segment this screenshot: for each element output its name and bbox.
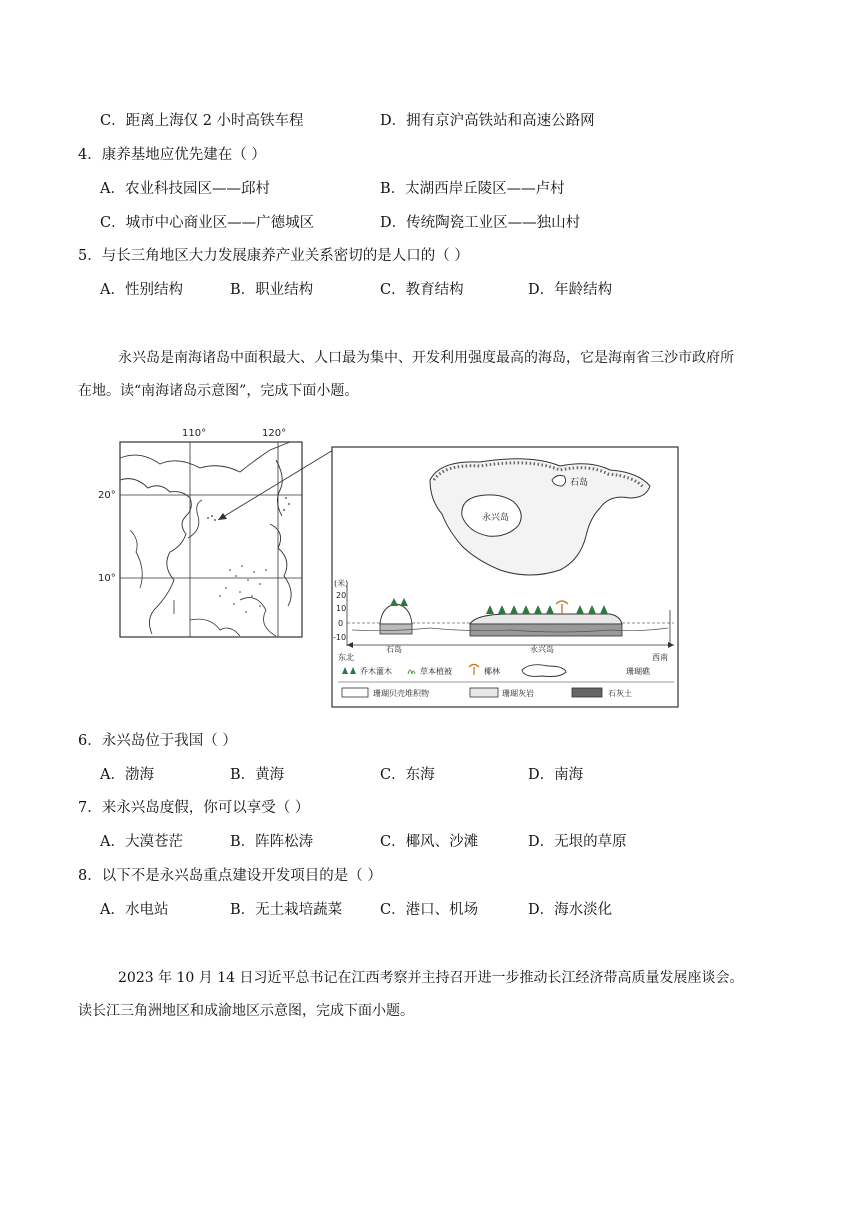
question-7-stem: 7．来永兴岛度假，你可以享受（ ） — [78, 800, 310, 816]
question-5-stem: 5．与长三角地区大力发展康养产业关系密切的是人口的（ ） — [78, 248, 469, 264]
legend-reef: 珊瑚礁 — [626, 667, 650, 676]
yongxing-island-detail — [332, 447, 678, 707]
section-stone-label: 石岛 — [386, 645, 402, 654]
legend-limestone: 珊瑚灰岩 — [502, 689, 534, 698]
question-8-stem: 8．以下不是永兴岛重点建设开发项目的是（ ） — [78, 868, 382, 884]
island-dots — [207, 497, 290, 613]
q8-option-d: D．海水淡化 — [528, 902, 613, 918]
map-lat-10: 10° — [98, 573, 116, 584]
q7-option-b: B．阵阵松涛 — [230, 834, 314, 850]
q3-option-c: C．距离上海仅 2 小时高铁车程 — [100, 113, 304, 129]
q6-option-d: D．南海 — [528, 767, 584, 783]
map-lon-110: 110° — [182, 428, 207, 439]
q8-option-c: C．港口、机场 — [380, 902, 479, 918]
q8-option-a: A．水电站 — [100, 902, 169, 918]
q4-option-d: D．传统陶瓷工业区——独山村 — [380, 215, 581, 231]
south-china-sea-figure — [90, 420, 690, 720]
legend-coconut: 椰林 — [484, 667, 500, 676]
passage-2-line-2: 读长江三角洲地区和成渝地区示意图，完成下面小题。 — [78, 1003, 414, 1019]
q5-option-c: C．教育结构 — [380, 282, 464, 298]
map-lon-120: 120° — [262, 428, 287, 439]
q6-option-c: C．东海 — [380, 767, 435, 783]
q4-option-a: A．农业科技园区——邱村 — [100, 181, 270, 197]
q7-option-c: C．椰风、沙滩 — [380, 834, 479, 850]
q5-option-a: A．性别结构 — [100, 282, 183, 298]
q8-option-b: B．无土栽培蔬菜 — [230, 902, 343, 918]
section-y-10: 10 — [336, 604, 347, 613]
detail-stone-island-label: 石岛 — [570, 478, 589, 488]
q6-option-b: B．黄海 — [230, 767, 285, 783]
q5-option-d: D．年龄结构 — [528, 282, 613, 298]
legend-grass: 草本植被 — [420, 667, 452, 676]
section-y-neg-10: -10 — [333, 633, 347, 642]
q5-option-b: B．职业结构 — [230, 282, 314, 298]
legend-shell: 珊瑚贝壳堆积物 — [373, 689, 429, 698]
question-6-stem: 6．永兴岛位于我国（ ） — [78, 733, 237, 749]
section-southwest: 西南 — [652, 653, 668, 662]
legend-lime-soil: 石灰土 — [608, 689, 632, 698]
q4-option-b: B．太湖西岸丘陵区——卢村 — [380, 181, 565, 197]
q6-option-a: A．渤海 — [100, 767, 154, 783]
section-northeast: 东北 — [338, 653, 354, 662]
q7-option-a: A．大漠苍茫 — [100, 834, 183, 850]
passage-2-line-1: 2023 年 10 月 14 日习近平总书记在江西考察并主持召开进一步推动长江经济带高质量发展座谈会。 — [118, 970, 744, 986]
section-y-0: 0 — [338, 619, 344, 628]
section-unit-label: (米) — [334, 579, 349, 588]
map-lat-20: 20° — [98, 490, 116, 501]
q7-option-d: D．无垠的草原 — [528, 834, 627, 850]
q4-option-c: C．城市中心商业区——广德城区 — [100, 215, 315, 231]
section-yongxing-label: 永兴岛 — [530, 645, 554, 654]
passage-1-line-2: 在地。读“南海诸岛示意图”，完成下面小题。 — [78, 383, 359, 399]
south-china-sea-map — [120, 442, 338, 637]
section-y-20: 20 — [336, 591, 347, 600]
legend-trees: 乔木灌木 — [360, 667, 392, 676]
q3-option-d: D．拥有京沪高铁站和高速公路网 — [380, 113, 595, 129]
passage-1-line-1: 永兴岛是南海诸岛中面积最大、人口最为集中、开发利用强度最高的海岛，它是海南省三沙市政府所 — [118, 350, 734, 366]
detail-yongxing-label: 永兴岛 — [482, 513, 510, 523]
question-4-stem: 4．康养基地应优先建在（ ） — [78, 147, 266, 163]
